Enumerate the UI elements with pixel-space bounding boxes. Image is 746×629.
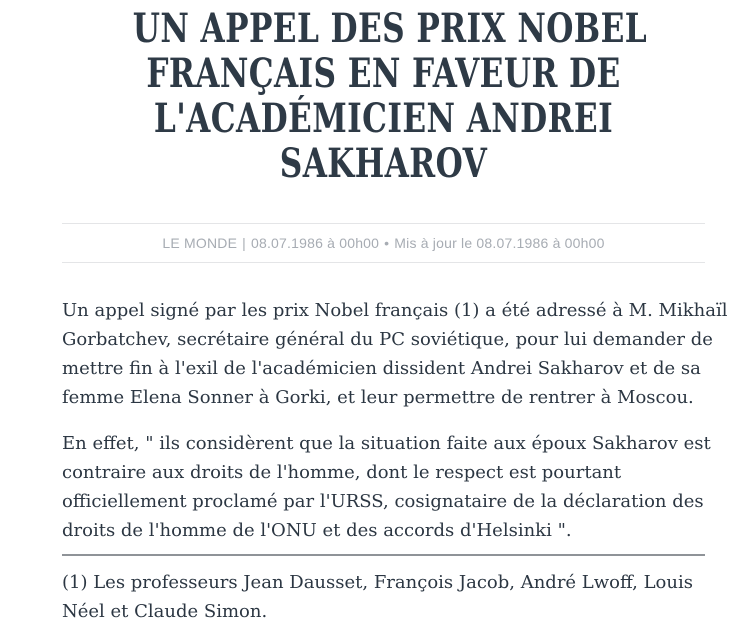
- article-title-line-4: SAKHAROV: [279, 140, 488, 187]
- byline-updated-date: Mis à jour le 08.07.1986 à 00h00: [394, 235, 605, 251]
- article-title: [62, 6, 705, 186]
- footnote-divider: [62, 554, 705, 556]
- article-title-line-1: UN APPEL DES PRIX NOBEL: [132, 5, 648, 52]
- footnote-text: (1) Les professeurs Jean Dausset, François Jacob, André Lwoff, Louis Néel et Claude Simon.: [62, 572, 693, 622]
- byline-published-date: 08.07.1986 à 00h00: [250, 235, 380, 251]
- article-body: [62, 296, 736, 545]
- article-paragraph-2: En effet, " ils considèrent que la situation faite aux époux Sakharov est contraire aux droits de l'homme, dont le respect est pourtant officiellement proclamé par l'URSS, cosignataire de la déclaration des droits de l'homme de l'ONU et des accords d'Helsinki ".: [62, 433, 711, 541]
- byline-bullet: •: [384, 235, 390, 251]
- article-title-line-3: L'ACADÉMICIEN ANDREI: [153, 95, 614, 142]
- byline-source: LE MONDE: [162, 235, 238, 251]
- byline-bar: [62, 223, 705, 263]
- article-title-line-2: FRANÇAIS EN FAVEUR DE: [146, 50, 621, 97]
- article-paragraph-1: Un appel signé par les prix Nobel français (1) a été adressé à M. Mikhaïl Gorbatchev, secrétaire général du PC soviétique, pour lui demander de mettre fin à l'exil de l'académicien dissident Andrei Sakharov et de sa femme Elena Sonner à Gorki, et leur permettre de rentrer à Moscou.: [62, 300, 728, 408]
- byline-divider: |: [242, 235, 246, 251]
